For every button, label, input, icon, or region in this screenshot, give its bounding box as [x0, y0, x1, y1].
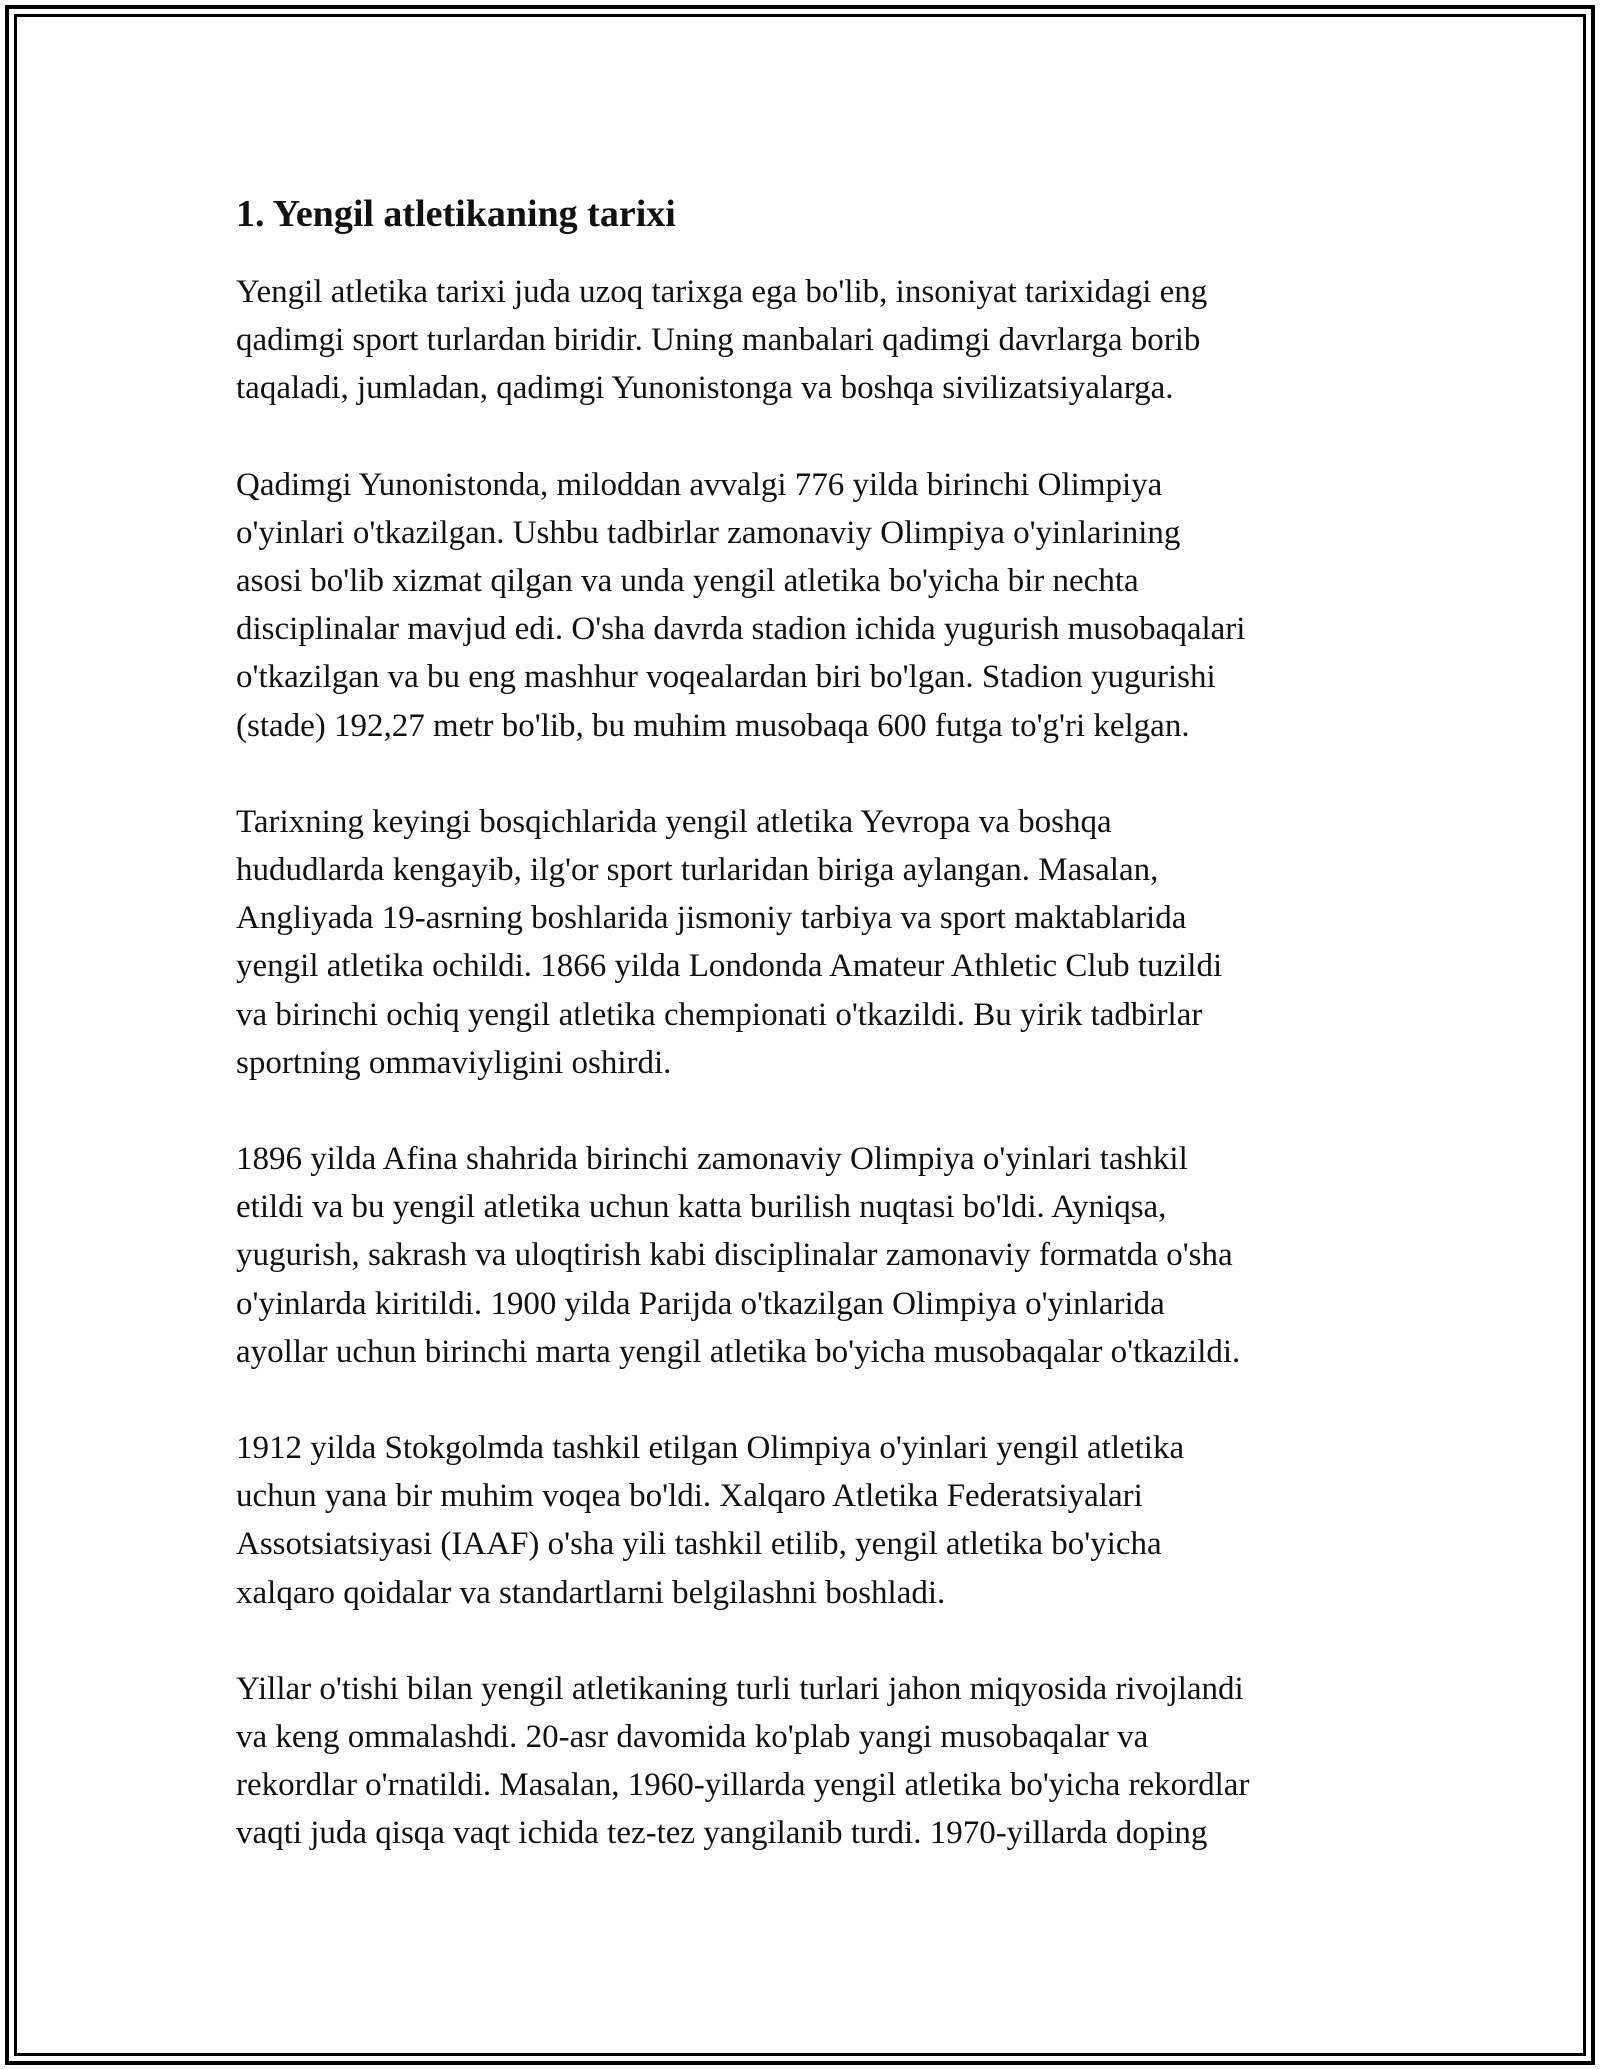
- text-line: disciplinalar mavjud edi. O'sha davrda stadion ichida yugurish musobaqalari: [236, 611, 1246, 648]
- text-line: o'yinlari o'tkazilgan. Ushbu tadbirlar zamonaviy Olimpiya o'yinlarining: [236, 514, 1181, 551]
- paragraph-2: [236, 461, 1376, 750]
- document-body: [236, 186, 1376, 1906]
- text-line: vaqti juda qisqa vaqt ichida tez-tez yangilanib turdi. 1970-yillarda doping: [236, 1815, 1208, 1852]
- text-line: etildi va bu yengil atletika uchun katta burilish nuqtasi bo'ldi. Ayniqsa,: [236, 1189, 1167, 1226]
- text-line: asosi bo'lib xizmat qilgan va unda yengil atletika bo'yicha bir nechta: [236, 563, 1139, 600]
- paragraph-1: [236, 268, 1376, 413]
- text-line: Yillar o'tishi bilan yengil atletikaning turli turlari jahon miqyosida rivojlandi: [236, 1670, 1244, 1707]
- text-line: 1912 yilda Stokgolmda tashkil etilgan Olimpiya o'yinlari yengil atletika: [236, 1430, 1185, 1467]
- text-line: va keng ommalashdi. 20-asr davomida ko'plab yangi musobaqalar va: [236, 1719, 1149, 1756]
- paragraph-3: [236, 798, 1376, 1087]
- paragraph-6: [236, 1665, 1376, 1858]
- text-line: (stade) 192,27 metr bo'lib, bu muhim musobaqa 600 futga to'g'ri kelgan.: [236, 707, 1190, 744]
- text-line: taqaladi, jumladan, qadimgi Yunonistonga va boshqa sivilizatsiyalarga.: [236, 370, 1174, 407]
- text-line: yengil atletika ochildi. 1866 yilda Londonda Amateur Athletic Club tuzildi: [236, 948, 1223, 985]
- text-line: qadimgi sport turlardan biridir. Uning manbalari qadimgi davrlarga borib: [236, 322, 1201, 359]
- text-line: uchun yana bir muhim voqea bo'ldi. Xalqaro Atletika Federatsiyalari: [236, 1478, 1143, 1515]
- text-line: Tarixning keyingi bosqichlarida yengil atletika Yevropa va boshqa: [236, 803, 1112, 840]
- text-line: 1896 yilda Afina shahrida birinchi zamonaviy Olimpiya o'yinlari tashkil: [236, 1141, 1188, 1178]
- text-line: xalqaro qoidalar va standartlarni belgilashni boshladi.: [236, 1574, 946, 1611]
- paragraph-list: [236, 268, 1376, 1858]
- text-line: sportning ommaviyligini oshirdi.: [236, 1044, 672, 1081]
- text-line: Yengil atletika tarixi juda uzoq tarixga ega bo'lib, insoniyat tarixidagi eng: [236, 274, 1208, 310]
- text-line: Qadimgi Yunonistonda, miloddan avvalgi 776 yilda birinchi Olimpiya: [236, 466, 1163, 503]
- text-line: o'yinlarda kiritildi. 1900 yilda Parijda o'tkazilgan Olimpiya o'yinlarida: [236, 1285, 1165, 1322]
- text-line: Angliyada 19-asrning boshlarida jismoniy tarbiya va sport maktablarida: [236, 900, 1187, 937]
- text-line: Assotsiatsiyasi (IAAF) o'sha yili tashkil etilib, yengil atletika bo'yicha: [236, 1526, 1162, 1563]
- text-line: o'tkazilgan va bu eng mashhur voqealardan biri bo'lgan. Stadion yugurishi: [236, 659, 1216, 696]
- text-line: yugurish, sakrash va uloqtirish kabi disciplinalar zamonaviy formatda o'sha: [236, 1237, 1233, 1274]
- text-line: hududlarda kengayib, ilg'or sport turlaridan biriga aylangan. Masalan,: [236, 852, 1159, 889]
- paragraph-5: [236, 1424, 1376, 1617]
- text-line: va birinchi ochiq yengil atletika chempionati o'tkazildi. Bu yirik tadbirlar: [236, 996, 1203, 1033]
- text-line: rekordlar o'rnatildi. Masalan, 1960-yillarda yengil atletika bo'yicha rekordlar: [236, 1767, 1250, 1804]
- paragraph-4: [236, 1135, 1376, 1376]
- section-heading: 1. Yengil atletikaning tarixi: [236, 193, 676, 235]
- text-line: ayollar uchun birinchi marta yengil atletika bo'yicha musobaqalar o'tkazildi.: [236, 1333, 1241, 1370]
